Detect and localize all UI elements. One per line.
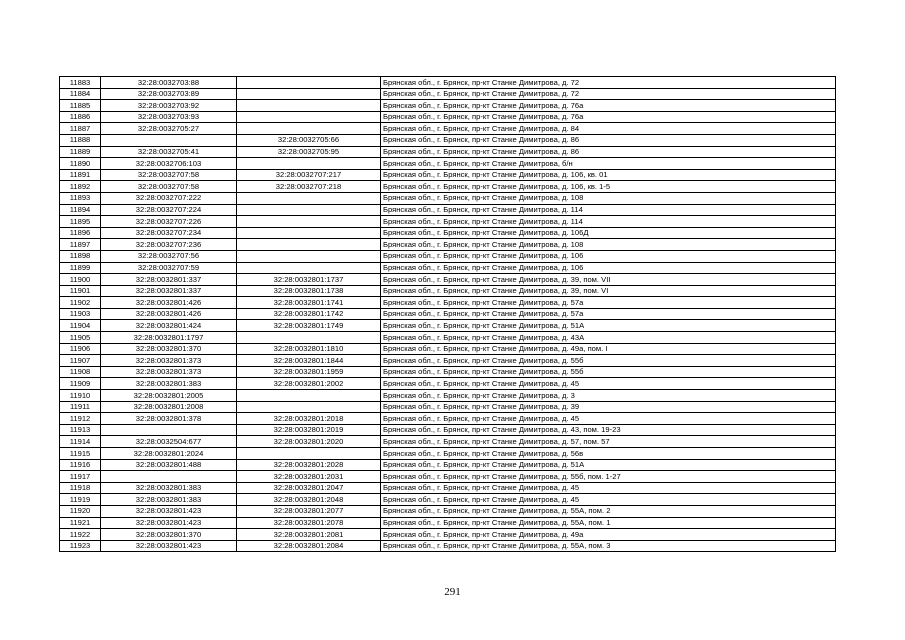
row-number-cell: 11904 [60,320,101,332]
address-cell: Брянская обл., г. Брянск, пр-кт Станке Димитрова, д. 57а [381,308,836,320]
row-number-cell: 11918 [60,482,101,494]
cadastral-number-cell: 32:28:0032707:236 [101,239,237,251]
related-cadastral-number-cell [237,250,381,262]
related-cadastral-number-cell [237,390,381,402]
table-row [60,158,836,170]
address-cell: Брянская обл., г. Брянск, пр-кт Станке Димитрова, д. 55б, пом. 1-27 [381,471,836,483]
related-cadastral-number-cell: 32:28:0032705:66 [237,134,381,146]
address-cell: Брянская обл., г. Брянск, пр-кт Станке Димитрова, д. 55А, пом. 3 [381,540,836,552]
row-number-cell: 11916 [60,459,101,471]
row-number-cell: 11891 [60,169,101,181]
row-number-cell: 11912 [60,413,101,425]
table-row [60,123,836,135]
cadastral-number-cell: 32:28:0032707:59 [101,262,237,274]
row-number-cell: 11920 [60,505,101,517]
cadastral-number-cell: 32:28:0032801:373 [101,366,237,378]
related-cadastral-number-cell [237,262,381,274]
row-number-cell: 11910 [60,390,101,402]
row-number-cell: 11908 [60,366,101,378]
table-row [60,436,836,448]
table-row [60,169,836,181]
cadastral-number-cell: 32:28:0032801:378 [101,413,237,425]
address-cell: Брянская обл., г. Брянск, пр-кт Станке Димитрова, д. 3 [381,390,836,402]
table-row [60,88,836,100]
address-cell: Брянская обл., г. Брянск, пр-кт Станке Димитрова, д. 57а [381,297,836,309]
address-cell: Брянская обл., г. Брянск, пр-кт Станке Димитрова, б/н [381,158,836,170]
cadastral-number-cell [101,471,237,483]
row-number-cell: 11903 [60,308,101,320]
related-cadastral-number-cell: 32:28:0032801:2077 [237,505,381,517]
related-cadastral-number-cell: 32:28:0032801:2031 [237,471,381,483]
cadastral-number-cell: 32:28:0032801:370 [101,529,237,541]
row-number-cell: 11900 [60,274,101,286]
table-row [60,227,836,239]
table-row [60,111,836,123]
address-cell: Брянская обл., г. Брянск, пр-кт Станке Димитрова, д. 45 [381,494,836,506]
row-number-cell: 11893 [60,192,101,204]
related-cadastral-number-cell: 32:28:0032801:1742 [237,308,381,320]
table-row [60,494,836,506]
related-cadastral-number-cell [237,192,381,204]
address-cell: Брянская обл., г. Брянск, пр-кт Станке Димитрова, д. 43, пом. 19-23 [381,424,836,436]
cadastral-number-cell: 32:28:0032801:423 [101,540,237,552]
cadastral-number-cell: 32:28:0032801:383 [101,482,237,494]
cadastral-number-cell: 32:28:0032801:383 [101,494,237,506]
table-row [60,424,836,436]
table-row [60,413,836,425]
table-row [60,181,836,193]
cadastral-number-cell: 32:28:0032707:224 [101,204,237,216]
table-row [60,343,836,355]
table-row [60,308,836,320]
row-number-cell: 11923 [60,540,101,552]
address-cell: Брянская обл., г. Брянск, пр-кт Станке Димитрова, д. 56в [381,448,836,460]
table-row [60,297,836,309]
table-row [60,192,836,204]
cadastral-number-cell: 32:28:0032801:426 [101,308,237,320]
table-row [60,401,836,413]
table-body [60,77,836,552]
row-number-cell: 11892 [60,181,101,193]
related-cadastral-number-cell: 32:28:0032801:1741 [237,297,381,309]
cadastral-number-cell: 32:28:0032707:226 [101,216,237,228]
cadastral-number-cell: 32:28:0032801:2008 [101,401,237,413]
cadastral-number-cell: 32:28:0032801:370 [101,343,237,355]
address-cell: Брянская обл., г. Брянск, пр-кт Станке Димитрова, д. 114 [381,204,836,216]
address-cell: Брянская обл., г. Брянск, пр-кт Станке Димитрова, д. 106Д [381,227,836,239]
cadastral-number-cell: 32:28:0032707:234 [101,227,237,239]
address-cell: Брянская обл., г. Брянск, пр-кт Станке Димитрова, д. 43А [381,332,836,344]
related-cadastral-number-cell: 32:28:0032801:2018 [237,413,381,425]
row-number-cell: 11887 [60,123,101,135]
address-cell: Брянская обл., г. Брянск, пр-кт Станке Димитрова, д. 39, пом. VII [381,274,836,286]
address-cell: Брянская обл., г. Брянск, пр-кт Станке Димитрова, д. 57, пом. 57 [381,436,836,448]
row-number-cell: 11901 [60,285,101,297]
cadastral-number-cell: 32:28:0032801:1797 [101,332,237,344]
address-cell: Брянская обл., г. Брянск, пр-кт Станке Димитрова, д. 76а [381,100,836,112]
row-number-cell: 11884 [60,88,101,100]
related-cadastral-number-cell: 32:28:0032801:1810 [237,343,381,355]
related-cadastral-number-cell: 32:28:0032801:1749 [237,320,381,332]
related-cadastral-number-cell [237,88,381,100]
table-row [60,517,836,529]
table-row [60,285,836,297]
row-number-cell: 11895 [60,216,101,228]
table-row [60,146,836,158]
related-cadastral-number-cell: 32:28:0032801:2084 [237,540,381,552]
row-number-cell: 11911 [60,401,101,413]
related-cadastral-number-cell [237,216,381,228]
cadastral-number-cell: 32:28:0032706:103 [101,158,237,170]
related-cadastral-number-cell: 32:28:0032801:2019 [237,424,381,436]
table-row [60,390,836,402]
table-row [60,482,836,494]
related-cadastral-number-cell: 32:28:0032801:1738 [237,285,381,297]
related-cadastral-number-cell: 32:28:0032801:1737 [237,274,381,286]
table-row [60,540,836,552]
table-row [60,378,836,390]
address-cell: Брянская обл., г. Брянск, пр-кт Станке Димитрова, д. 106 [381,250,836,262]
address-cell: Брянская обл., г. Брянск, пр-кт Станке Димитрова, д. 51А [381,459,836,471]
address-cell: Брянская обл., г. Брянск, пр-кт Станке Димитрова, д. 114 [381,216,836,228]
address-cell: Брянская обл., г. Брянск, пр-кт Станке Димитрова, д. 55А, пом. 2 [381,505,836,517]
row-number-cell: 11888 [60,134,101,146]
related-cadastral-number-cell: 32:28:0032801:2047 [237,482,381,494]
row-number-cell: 11899 [60,262,101,274]
address-cell: Брянская обл., г. Брянск, пр-кт Станке Димитрова, д. 106 [381,262,836,274]
row-number-cell: 11883 [60,77,101,89]
related-cadastral-number-cell: 32:28:0032707:217 [237,169,381,181]
row-number-cell: 11917 [60,471,101,483]
address-cell: Брянская обл., г. Брянск, пр-кт Станке Димитрова, д. 72 [381,77,836,89]
cadastral-number-cell: 32:28:0032707:58 [101,169,237,181]
address-cell: Брянская обл., г. Брянск, пр-кт Станке Димитрова, д. 86 [381,146,836,158]
address-cell: Брянская обл., г. Брянск, пр-кт Станке Димитрова, д. 45 [381,482,836,494]
cadastral-number-cell: 32:28:0032801:337 [101,274,237,286]
row-number-cell: 11915 [60,448,101,460]
row-number-cell: 11913 [60,424,101,436]
cadastral-number-cell: 32:28:0032707:56 [101,250,237,262]
cadastral-number-cell [101,134,237,146]
address-cell: Брянская обл., г. Брянск, пр-кт Станке Димитрова, д. 108 [381,239,836,251]
address-cell: Брянская обл., г. Брянск, пр-кт Станке Димитрова, д. 39, пом. VI [381,285,836,297]
cadastral-number-cell: 32:28:0032707:58 [101,181,237,193]
row-number-cell: 11885 [60,100,101,112]
table-row [60,250,836,262]
related-cadastral-number-cell [237,204,381,216]
table-row [60,134,836,146]
cadastral-number-cell: 32:28:0032705:41 [101,146,237,158]
row-number-cell: 11898 [60,250,101,262]
cadastral-number-cell: 32:28:0032801:488 [101,459,237,471]
table-row [60,320,836,332]
row-number-cell: 11902 [60,297,101,309]
row-number-cell: 11922 [60,529,101,541]
table-row [60,262,836,274]
cadastral-number-cell: 32:28:0032801:337 [101,285,237,297]
address-cell: Брянская обл., г. Брянск, пр-кт Станке Димитрова, д. 49а, пом. I [381,343,836,355]
related-cadastral-number-cell [237,332,381,344]
related-cadastral-number-cell [237,158,381,170]
page-number: 291 [444,586,461,598]
row-number-cell: 11896 [60,227,101,239]
row-number-cell: 11890 [60,158,101,170]
address-cell: Брянская обл., г. Брянск, пр-кт Станке Димитрова, д. 106, кв. 01 [381,169,836,181]
address-cell: Брянская обл., г. Брянск, пр-кт Станке Димитрова, д. 108 [381,192,836,204]
related-cadastral-number-cell: 32:28:0032801:2028 [237,459,381,471]
cadastral-number-cell: 32:28:0032703:89 [101,88,237,100]
related-cadastral-number-cell [237,401,381,413]
row-number-cell: 11919 [60,494,101,506]
address-cell: Брянская обл., г. Брянск, пр-кт Станке Димитрова, д. 51А [381,320,836,332]
row-number-cell: 11886 [60,111,101,123]
related-cadastral-number-cell [237,239,381,251]
table-row [60,216,836,228]
address-cell: Брянская обл., г. Брянск, пр-кт Станке Димитрова, д. 45 [381,378,836,390]
related-cadastral-number-cell [237,111,381,123]
related-cadastral-number-cell: 32:28:0032801:2020 [237,436,381,448]
cadastral-number-cell: 32:28:0032707:222 [101,192,237,204]
related-cadastral-number-cell: 32:28:0032707:218 [237,181,381,193]
address-cell: Брянская обл., г. Брянск, пр-кт Станке Димитрова, д. 55б [381,366,836,378]
table-row [60,274,836,286]
related-cadastral-number-cell [237,227,381,239]
row-number-cell: 11894 [60,204,101,216]
table-row [60,459,836,471]
address-cell: Брянская обл., г. Брянск, пр-кт Станке Димитрова, д. 72 [381,88,836,100]
cadastral-number-cell [101,424,237,436]
cadastral-number-cell: 32:28:0032703:88 [101,77,237,89]
related-cadastral-number-cell [237,100,381,112]
table-row [60,332,836,344]
table-row [60,100,836,112]
cadastral-number-cell: 32:28:0032801:2024 [101,448,237,460]
address-cell: Брянская обл., г. Брянск, пр-кт Станке Димитрова, д. 55б [381,355,836,367]
cadastral-number-cell: 32:28:0032703:93 [101,111,237,123]
related-cadastral-number-cell [237,123,381,135]
table-row [60,529,836,541]
row-number-cell: 11907 [60,355,101,367]
related-cadastral-number-cell: 32:28:0032801:2048 [237,494,381,506]
table-row [60,239,836,251]
cadastral-number-cell: 32:28:0032801:373 [101,355,237,367]
cadastral-number-cell: 32:28:0032703:92 [101,100,237,112]
table-row [60,366,836,378]
cadastral-number-cell: 32:28:0032801:2005 [101,390,237,402]
related-cadastral-number-cell [237,77,381,89]
related-cadastral-number-cell: 32:28:0032801:2002 [237,378,381,390]
cadastral-number-cell: 32:28:0032801:424 [101,320,237,332]
cadastral-number-cell: 32:28:0032801:423 [101,517,237,529]
address-cell: Брянская обл., г. Брянск, пр-кт Станке Димитрова, д. 76а [381,111,836,123]
row-number-cell: 11889 [60,146,101,158]
property-registry-table [59,76,836,552]
related-cadastral-number-cell: 32:28:0032801:2078 [237,517,381,529]
cadastral-number-cell: 32:28:0032705:27 [101,123,237,135]
row-number-cell: 11905 [60,332,101,344]
related-cadastral-number-cell: 32:28:0032801:2081 [237,529,381,541]
related-cadastral-number-cell: 32:28:0032801:1844 [237,355,381,367]
row-number-cell: 11921 [60,517,101,529]
table-row [60,204,836,216]
related-cadastral-number-cell: 32:28:0032705:95 [237,146,381,158]
table-row [60,448,836,460]
cadastral-number-cell: 32:28:0032801:383 [101,378,237,390]
address-cell: Брянская обл., г. Брянск, пр-кт Станке Димитрова, д. 49а [381,529,836,541]
row-number-cell: 11914 [60,436,101,448]
cadastral-number-cell: 32:28:0032801:423 [101,505,237,517]
address-cell: Брянская обл., г. Брянск, пр-кт Станке Димитрова, д. 39 [381,401,836,413]
table-row [60,77,836,89]
address-cell: Брянская обл., г. Брянск, пр-кт Станке Димитрова, д. 45 [381,413,836,425]
row-number-cell: 11897 [60,239,101,251]
related-cadastral-number-cell: 32:28:0032801:1959 [237,366,381,378]
address-cell: Брянская обл., г. Брянск, пр-кт Станке Димитрова, д. 84 [381,123,836,135]
address-cell: Брянская обл., г. Брянск, пр-кт Станке Димитрова, д. 86 [381,134,836,146]
row-number-cell: 11909 [60,378,101,390]
address-cell: Брянская обл., г. Брянск, пр-кт Станке Димитрова, д. 106, кв. 1-5 [381,181,836,193]
table-row [60,471,836,483]
related-cadastral-number-cell [237,448,381,460]
table-row [60,505,836,517]
table-row [60,355,836,367]
row-number-cell: 11906 [60,343,101,355]
address-cell: Брянская обл., г. Брянск, пр-кт Станке Димитрова, д. 55А, пом. 1 [381,517,836,529]
cadastral-number-cell: 32:28:0032504:677 [101,436,237,448]
cadastral-number-cell: 32:28:0032801:426 [101,297,237,309]
